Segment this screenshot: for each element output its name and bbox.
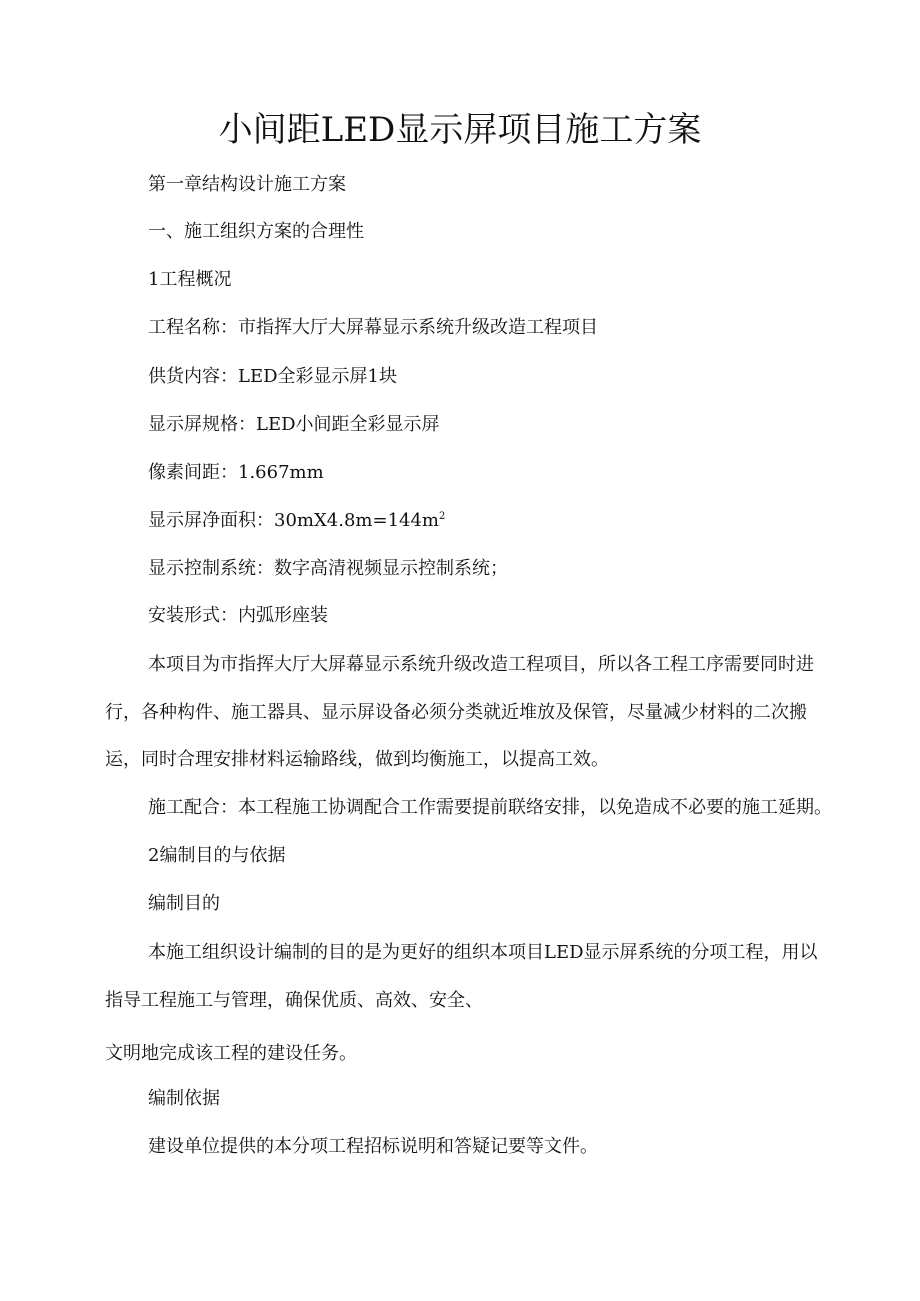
area-text: 显示屏净面积：30mX4.8m=144m bbox=[148, 510, 439, 531]
pitch-line: 像素间距：1.667mm bbox=[148, 462, 324, 483]
supply-line: 供货内容：LED全彩显示屏1块 bbox=[148, 366, 397, 387]
paragraph-1-line-2: 行，各种构件、施工器具、显示屏设备必须分类就近堆放及保管，尽量减少材料的二次搬 bbox=[105, 702, 807, 723]
install-line: 安装形式：内弧形座装 bbox=[148, 605, 328, 626]
section-heading: 一、施工组织方案的合理性 bbox=[148, 221, 364, 242]
chapter-heading: 第一章结构设计施工方案 bbox=[148, 174, 346, 195]
project-name-line: 工程名称：市指挥大厅大屏幕显示系统升级改造工程项目 bbox=[148, 317, 598, 338]
paragraph-2-line-2: 指导工程施工与管理，确保优质、高效、安全、 bbox=[105, 990, 483, 1011]
area-line bbox=[148, 508, 445, 534]
control-system-line: 显示控制系统：数字高清视频显示控制系统； bbox=[148, 558, 508, 579]
subsection-heading-overview: 1工程概况 bbox=[148, 269, 232, 290]
area-superscript: 2 bbox=[439, 511, 446, 522]
subsection-heading-purpose-basis: 2编制目的与依据 bbox=[148, 845, 286, 866]
paragraph-1-line-3: 运，同时合理安排材料运输路线，做到均衡施工，以提高工效。 bbox=[105, 749, 609, 770]
basis-heading: 编制依据 bbox=[148, 1088, 220, 1109]
spec-line: 显示屏规格：LED小间距全彩显示屏 bbox=[148, 414, 440, 435]
paragraph-2-line-3: 文明地完成该工程的建设任务。 bbox=[105, 1043, 357, 1064]
purpose-heading: 编制目的 bbox=[148, 893, 220, 914]
basis-text: 建设单位提供的本分项工程招标说明和答疑记要等文件。 bbox=[148, 1136, 598, 1157]
coordination-line: 施工配合：本工程施工协调配合工作需要提前联络安排，以免造成不必要的施工延期。 bbox=[148, 797, 832, 818]
paragraph-1-line-1: 本项目为市指挥大厅大屏幕显示系统升级改造工程项目，所以各工程工序需要同时进 bbox=[148, 654, 814, 675]
document-title: 小间距LED显示屏项目施工方案 bbox=[218, 110, 702, 150]
paragraph-2-line-1: 本施工组织设计编制的目的是为更好的组织本项目LED显示屏系统的分项工程，用以 bbox=[148, 942, 818, 963]
